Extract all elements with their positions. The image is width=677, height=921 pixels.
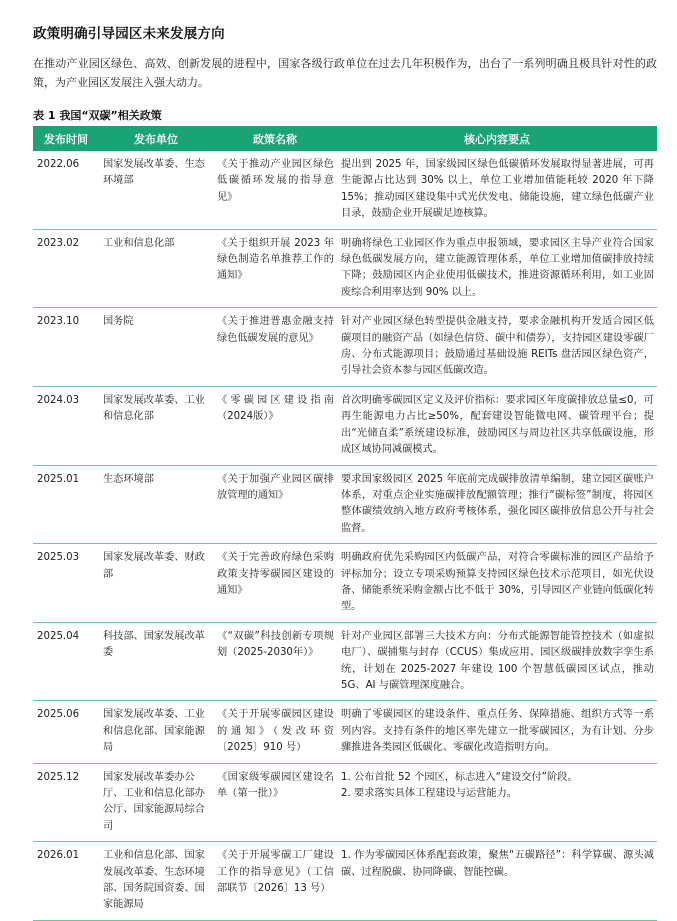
cell-date: 2022.06 [33,151,99,229]
intro-paragraph: 在推动产业园区绿色、高效、创新发展的进程中，国家各级行政单位在过去几年积极作为，出台了一系列明确且极具针对性的政策，为产业园区发展注入强大动力。 [33,57,657,89]
cell-core-points: 明确政府优先采购园区内低碳产品，对符合零碳标准的园区产品给予评标加分；设立专项采购预算支持园区绿色技术示范项目，如光伏设备、储能系统采购金额占比不低于 30%，引导园区产业链向低碳化转型。 [337,544,657,623]
table-row [33,842,657,921]
cell-unit: 科技部、国家发展改革委 [99,622,213,701]
cell-policy-name: 《关于开展零碳工厂建设工作的指导意见》（工信部联节〔2026〕13 号） [213,842,337,921]
table-row [33,151,657,229]
cell-date: 2025.06 [33,701,99,763]
cell-policy-name: 《关于完善政府绿色采购政策支持零碳园区建设的通知》 [213,544,337,623]
cell-core-points: 针对产业园区部署三大技术方向：分布式能源智能管控技术（如虚拟电厂）、碳捕集与封存（CCUS）集成应用、园区级碳排放数字孪生系统，计划在 2025-2027 年建设 100 个智慧低碳园区试点，推动 5G、AI 与碳管理深度融合。 [337,622,657,701]
cell-policy-name: 《零碳园区建设指南（2024版）》 [213,386,337,465]
cell-date: 2025.03 [33,544,99,623]
cell-core-points: 明确了零碳园区的建设条件、重点任务、保障措施、组织方式等一系列内容。支持有条件的地区率先建立一批零碳园区，为有计划、分步骤推进各类园区低碳化、零碳化改造指明方向。 [337,701,657,763]
cell-core-points: 针对产业园区绿色转型提供金融支持，要求金融机构开发适合园区低碳项目的融资产品（如绿色信贷、碳中和债券），支持园区建设零碳厂房、分布式能源项目；鼓励通过基础设施 REITs 盘活园区绿色资产，引导社会资本参与园区低碳改造。 [337,308,657,387]
cell-core-points [337,763,657,842]
cell-unit: 国务院 [99,308,213,387]
header-unit: 发布单位 [99,126,213,151]
cell-unit: 国家发展改革委、生态环境部 [99,151,213,229]
core-point-item: 1. 公布首批 52 个园区，标志进入“建设交付”阶段。 [341,771,578,783]
cell-core-points: 提出到 2025 年，国家级园区绿色低碳循环发展取得显著进展，可再生能源占比达到 30% 以上，单位工业增加值能耗较 2020 年下降 15%；推动园区建设集中式光伏发电、储能设施，建立绿色低碳产业目录，鼓励企业开展碳足迹核算。 [337,151,657,229]
core-point-item: 2. 要求落实具体工程建设与运营能力。 [341,788,517,799]
table-row [33,386,657,465]
cell-date: 2023.02 [33,229,99,308]
table-row [33,308,657,387]
cell-unit: 国家发展改革委办公厅、工业和信息化部办公厅、国家能源局综合司 [99,763,213,842]
core-point-item: 1. 作为零碳园区体系配套政策，聚焦“五碳路径”：科学算碳、源头减碳、过程脱碳、协同降碳、智能控碳。 [341,850,654,878]
cell-unit: 生态环境部 [99,465,213,544]
table-row [33,544,657,623]
cell-date: 2023.10 [33,308,99,387]
cell-date: 2026.01 [33,842,99,921]
table-row [33,763,657,842]
cell-date: 2025.04 [33,622,99,701]
cell-unit: 工业和信息化部、国家发展改革委、生态环境部、国务院国资委、国家能源局 [99,842,213,921]
cell-policy-name: 《关于推动产业园区绿色低碳循环发展的指导意见》 [213,151,337,229]
cell-unit: 国家发展改革委、财政部 [99,544,213,623]
cell-policy-name: 《关于开展零碳园区建设的通知》（发改环资〔2025〕910 号） [213,701,337,763]
policy-table [33,126,657,921]
header-policy-name: 政策名称 [213,126,337,151]
cell-date: 2024.03 [33,386,99,465]
cell-policy-name: 《关于组织开展 2023 年绿色制造名单推荐工作的通知》 [213,229,337,308]
table-row [33,229,657,308]
header-date: 发布时间 [33,126,99,151]
header-core-points: 核心内容要点 [337,126,657,151]
table-row [33,622,657,701]
cell-policy-name: 《关于推进普惠金融支持绿色低碳发展的意见》 [213,308,337,387]
cell-unit: 国家发展改革委、工业和信息化部 [99,386,213,465]
table-row [33,701,657,763]
cell-core-points: 明确将绿色工业园区作为重点申报领域，要求园区主导产业符合国家绿色低碳发展方向，建立能源管理体系，单位工业增加值碳排放持续下降；鼓励园区内企业使用低碳技术，推进资源循环利用，如工业固废综合利用率达到 90% 以上。 [337,229,657,308]
table-header [33,126,657,151]
cell-core-points [337,842,657,921]
cell-core-points: 首次明确零碳园区定义及评价指标：要求园区年度碳排放总量≤0，可再生能源电力占比≥50%，配套建设智能微电网、碳管理平台；提出“光储直柔”系统建设标准，鼓励园区与周边社区共享低碳设施，形成区域协同减碳模式。 [337,386,657,465]
cell-unit: 工业和信息化部 [99,229,213,308]
table-caption: 表 1 我国“双碳”相关政策 [33,109,162,122]
cell-policy-name: 《关于加强产业园区碳排放管理的通知》 [213,465,337,544]
cell-date: 2025.01 [33,465,99,544]
cell-core-points: 要求国家级园区 2025 年底前完成碳排放清单编制，建立园区碳账户体系，对重点企业实施碳排放配额管理；推行“碳标签”制度，将园区整体碳绩效纳入地方政府考核体系，强化园区碳排放信息公开与社会监督。 [337,465,657,544]
cell-unit: 国家发展改革委、工业和信息化部、国家能源局 [99,701,213,763]
cell-policy-name: 《国家级零碳园区建设名单（第一批）》 [213,763,337,842]
table-row [33,465,657,544]
cell-policy-name: 《“双碳”科技创新专项规划（2025-2030年）》 [213,622,337,701]
section-heading: 政策明确引导园区未来发展方向 [33,26,225,42]
cell-date: 2025.12 [33,763,99,842]
